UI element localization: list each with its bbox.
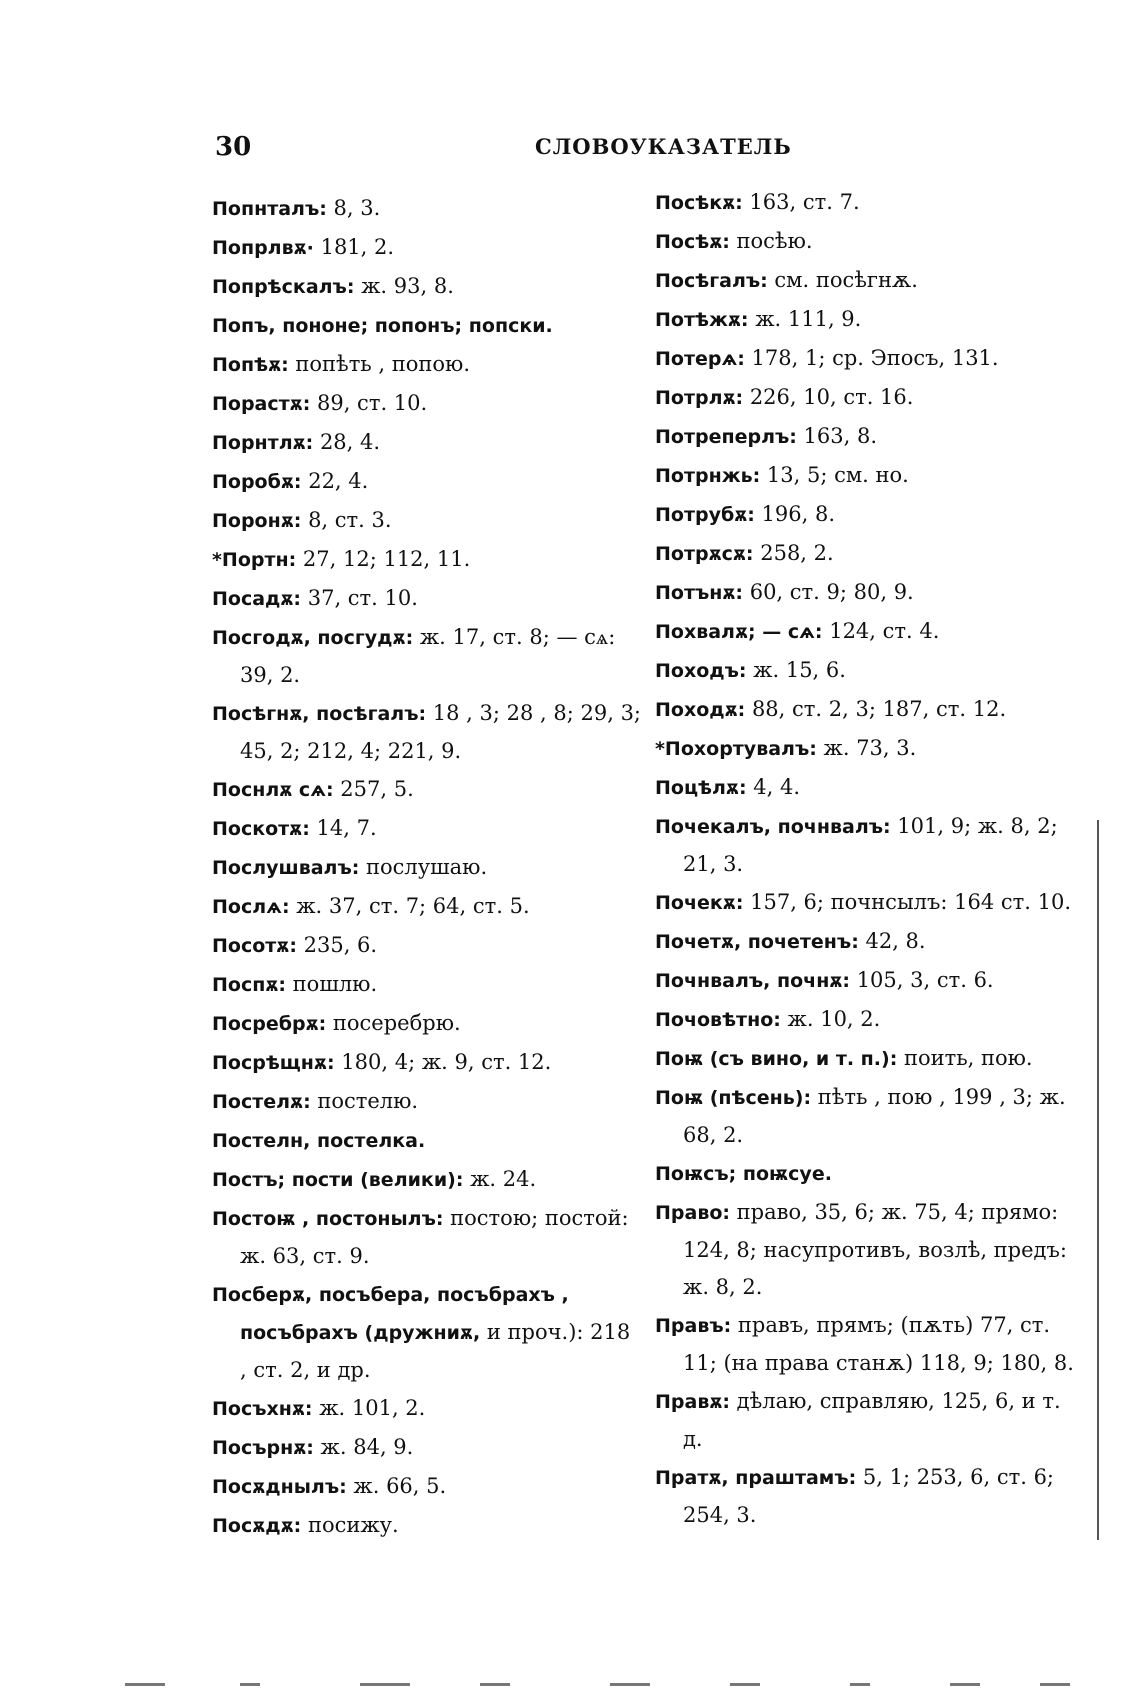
index-entry	[212, 927, 642, 965]
index-entry	[212, 1390, 642, 1428]
entry-headword: Посъхнѫ:	[212, 1398, 313, 1420]
entry-headword: Посотѫ:	[212, 935, 297, 957]
entry-references: постою; постой: ж. 63, ст. 9.	[240, 1206, 629, 1268]
entry-headword: Посѣгалъ:	[655, 270, 768, 292]
index-entry	[655, 418, 1085, 456]
entry-headword: Почовѣтно:	[655, 1009, 781, 1031]
entry-headword: Посѣѫ:	[655, 231, 730, 253]
page-number: 30	[215, 132, 252, 162]
entry-headword: Посадѫ:	[212, 588, 302, 610]
index-entry	[212, 502, 642, 540]
entry-headword: Походъ:	[655, 660, 747, 682]
entry-headword: Попнталъ:	[212, 198, 327, 220]
entry-references: 163, ст. 7.	[742, 190, 860, 214]
entry-references: ж. 15, 6.	[746, 658, 846, 682]
scan-artifact	[1040, 1683, 1070, 1686]
entry-references: 124, ст. 4.	[822, 619, 940, 643]
entry-references: 28, 4.	[313, 430, 381, 454]
entry-headword: Посѫднылъ:	[212, 1476, 347, 1498]
index-entry	[655, 808, 1085, 883]
entry-references: 27, 12; 112, 11.	[296, 547, 471, 571]
entry-references: 181, 2.	[313, 235, 395, 259]
entry-headword: Потрнжь:	[655, 465, 761, 487]
entry-headword: Походѫ:	[655, 699, 746, 721]
index-entry	[655, 535, 1085, 573]
entry-references: ж. 10, 2.	[780, 1007, 881, 1031]
entry-references: постелю.	[310, 1089, 419, 1113]
index-entry	[655, 1079, 1085, 1154]
index-entry	[212, 346, 642, 384]
entry-references: 37, ст. 10.	[301, 586, 418, 610]
entry-references: ж. 101, 2.	[312, 1396, 426, 1420]
index-entry	[212, 1468, 642, 1506]
index-entry	[212, 1044, 642, 1082]
index-entry	[655, 457, 1085, 495]
entry-headword: Постелѫ:	[212, 1091, 311, 1113]
index-entry	[212, 849, 642, 887]
entry-references: ж. 93, 8.	[354, 274, 454, 298]
index-entry	[655, 652, 1085, 690]
entry-headword: Потрлѫ:	[655, 387, 744, 409]
entry-headword: Попрлвѫ·	[212, 237, 314, 259]
entry-headword: Похвалѫ; — сѧ:	[655, 621, 823, 643]
entry-headword: *Похортувалъ:	[655, 738, 817, 760]
entry-headword: Поробѫ:	[212, 471, 302, 493]
entry-references: ж. 73, 3.	[816, 736, 917, 760]
entry-references: 226, 10, ст. 16.	[743, 385, 914, 409]
entry-references: 157, 6; почнсылъ: 164 ст. 10.	[743, 890, 1071, 914]
entry-references: пошлю.	[286, 972, 378, 996]
entry-headword: Попрѣскалъ:	[212, 276, 355, 298]
entry-references: 101, 9; ж. 8, 2; 21, 3.	[683, 814, 1058, 876]
index-entry	[655, 496, 1085, 534]
entry-references: 8, 3.	[326, 196, 381, 220]
entry-references: см. посѣгнѫ.	[767, 268, 918, 292]
index-entry	[212, 695, 642, 770]
entry-references: 88, ст. 2, 3; 187, ст. 12.	[745, 697, 1007, 721]
index-entry	[655, 301, 1085, 339]
entry-headword: Послѧ:	[212, 896, 290, 918]
index-entry	[212, 1200, 642, 1275]
index-entry	[655, 262, 1085, 300]
index-entry	[655, 340, 1085, 378]
entry-headword: Потреперлъ:	[655, 426, 797, 448]
index-entry	[655, 769, 1085, 807]
index-entry	[655, 1040, 1085, 1078]
entry-headword: Посгодѫ, посгудѫ:	[212, 627, 414, 649]
index-entry	[212, 1005, 642, 1043]
entry-headword: Поскотѫ:	[212, 818, 310, 840]
entry-references: пѣть , пою , 199 , 3; ж. 68, 2.	[683, 1085, 1066, 1147]
index-entry	[655, 1194, 1085, 1306]
entry-headword: Поронѫ:	[212, 510, 302, 532]
entry-references: 8, ст. 3.	[301, 508, 392, 532]
index-entry	[655, 1001, 1085, 1039]
entry-references: послушаю.	[359, 855, 488, 879]
entry-headword: Поѭ (пѣсень):	[655, 1087, 812, 1109]
entry-headword: Попѣѫ:	[212, 354, 289, 376]
entry-references: 42, 8.	[858, 929, 926, 953]
index-entry	[655, 1383, 1085, 1458]
entry-references: ж. 111, 9.	[748, 307, 862, 331]
entry-headword: Поспѫ:	[212, 974, 286, 996]
entry-headword: Посѣкѫ:	[655, 192, 743, 214]
entry-headword: Поснлѫ сѧ:	[212, 779, 334, 801]
entry-references: 89, ст. 10.	[310, 391, 428, 415]
entry-headword: Послушвалъ:	[212, 857, 360, 879]
entry-headword: Поѭ (съ вино, и т. п.):	[655, 1048, 898, 1070]
entry-headword: *Портн:	[212, 549, 297, 571]
index-entry	[655, 379, 1085, 417]
entry-headword: Посребрѫ:	[212, 1013, 327, 1035]
entry-references: поить, пою.	[897, 1046, 1033, 1070]
index-entry	[212, 1122, 642, 1160]
index-entry	[212, 307, 642, 345]
index-entry	[212, 541, 642, 579]
index-entry	[655, 613, 1085, 651]
entry-references: 235, 6.	[296, 933, 378, 957]
scan-artifact	[125, 1683, 165, 1686]
entry-references: право, 35, 6; ж. 75, 4; прямо: 124, 8; насупротивъ, возлѣ, предъ: ж. 8, 2.	[683, 1200, 1067, 1299]
index-entry	[212, 385, 642, 423]
entry-references: 163, 8.	[796, 424, 878, 448]
entry-headword: Потерѧ:	[655, 348, 745, 370]
entry-references: дѣлаю, справляю, 125, 6, и т. д.	[683, 1389, 1061, 1451]
running-head: СЛОВОУКАЗАТЕЛЬ	[535, 134, 792, 159]
entry-references: ж. 17, ст. 8; — сѧ: 39, 2.	[240, 625, 616, 687]
index-entry	[655, 574, 1085, 612]
index-entry	[212, 771, 642, 809]
margin-rule	[1097, 820, 1099, 1540]
entry-headword: Посберѫ, посъбера, посъбрахъ , посъбрахъ (дружниѫ,	[212, 1284, 569, 1344]
index-entry	[655, 730, 1085, 768]
scan-artifact	[610, 1683, 650, 1686]
entry-headword: Порастѫ:	[212, 393, 311, 415]
index-entry	[655, 962, 1085, 1000]
entry-references: 5, 1; 253, 6, ст. 6; 254, 3.	[683, 1465, 1055, 1527]
entry-headword: Почекалъ, почнвалъ:	[655, 816, 891, 838]
index-entry	[212, 1507, 642, 1545]
entry-headword: Потрубѫ:	[655, 504, 755, 526]
index-entry	[212, 1276, 642, 1389]
entry-headword: Потѣжѫ:	[655, 309, 749, 331]
entry-references: 4, 4.	[746, 775, 801, 799]
index-entry	[212, 966, 642, 1004]
index-entry	[212, 229, 642, 267]
entry-headword: Потънѫ:	[655, 582, 744, 604]
index-entry	[655, 1155, 1085, 1193]
entry-references: и проч.): 218 , ст. 2, и др.	[240, 1320, 631, 1382]
entry-references: 18 , 3; 28 , 8; 29, 3; 45, 2; 212, 4; 221, 9.	[240, 701, 642, 763]
scan-artifact	[360, 1683, 410, 1686]
index-entry	[212, 1429, 642, 1467]
entry-headword: Правъ:	[655, 1315, 732, 1337]
entry-headword: Право:	[655, 1202, 730, 1224]
entry-headword: Потрѫсѫ:	[655, 543, 754, 565]
entry-references: ж. 37, ст. 7; 64, ст. 5.	[289, 894, 530, 918]
entry-headword: Посѣгнѫ, посѣгалъ:	[212, 703, 427, 725]
entry-headword: Поцѣлѫ:	[655, 777, 747, 799]
entry-headword: Постоѭ , постонылъ:	[212, 1208, 444, 1230]
entry-references: 13, 5; см. но.	[760, 463, 909, 487]
scan-artifact	[480, 1683, 510, 1686]
entry-references: посѣю.	[729, 229, 813, 253]
index-entry	[655, 184, 1085, 222]
index-entry	[655, 223, 1085, 261]
entry-headword: Постъ; пости (велики):	[212, 1169, 464, 1191]
entry-references: 180, 4; ж. 9, ст. 12.	[334, 1050, 552, 1074]
entry-references: 257, 5.	[333, 777, 414, 801]
entry-references: 22, 4.	[301, 469, 369, 493]
left-column	[212, 190, 642, 1546]
entry-references: правъ, прямъ; (пѫть) 77, ст. 11; (на права станѫ) 118, 9; 180, 8.	[683, 1313, 1074, 1375]
index-entry	[212, 888, 642, 926]
entry-headword: Почекѫ:	[655, 892, 744, 914]
entry-references: 178, 1; ср. Эпосъ, 131.	[744, 346, 999, 370]
entry-headword: Посѫдѫ:	[212, 1515, 302, 1537]
entry-references: 196, 8.	[754, 502, 836, 526]
entry-references: 60, ст. 9; 80, 9.	[743, 580, 914, 604]
right-column	[655, 184, 1085, 1535]
index-entry	[212, 424, 642, 462]
index-entry	[212, 1161, 642, 1199]
index-entry	[655, 923, 1085, 961]
entry-references: 258, 2.	[753, 541, 834, 565]
scan-artifact	[240, 1683, 260, 1686]
scan-artifact	[950, 1683, 980, 1686]
entry-references: посижу.	[301, 1513, 399, 1537]
entry-references: 14, 7.	[309, 816, 377, 840]
entry-headword: Посърнѫ:	[212, 1437, 314, 1459]
index-entry	[212, 268, 642, 306]
index-entry	[212, 580, 642, 618]
entry-headword: Пратѫ, праштамъ:	[655, 1467, 857, 1489]
index-entry	[212, 463, 642, 501]
index-entry	[655, 884, 1085, 922]
entry-headword: Попъ, пононе; попонъ; попски.	[212, 315, 553, 337]
scan-artifact	[730, 1683, 760, 1686]
entry-headword: Правѫ:	[655, 1391, 730, 1413]
scan-artifact	[850, 1683, 870, 1686]
index-entry	[212, 810, 642, 848]
entry-headword: Поѭсъ; поѭсуе.	[655, 1163, 832, 1185]
index-entry	[655, 1307, 1085, 1382]
index-entry	[212, 619, 642, 694]
entry-headword: Порнтлѫ:	[212, 432, 314, 454]
entry-references: ж. 84, 9.	[313, 1435, 414, 1459]
entry-references: попѣть , попою.	[288, 352, 471, 376]
entry-references: 105, 3, ст. 6.	[850, 968, 994, 992]
index-entry	[212, 1083, 642, 1121]
entry-headword: Постелн, постелка.	[212, 1130, 426, 1152]
entry-headword: Посрѣщнѫ:	[212, 1052, 335, 1074]
entry-headword: Почетѫ, почетенъ:	[655, 931, 859, 953]
entry-headword: Почнвалъ, почнѫ:	[655, 970, 851, 992]
entry-references: посеребрю.	[326, 1011, 461, 1035]
index-entry	[655, 691, 1085, 729]
index-entry	[212, 190, 642, 228]
entry-references: ж. 24.	[463, 1167, 537, 1191]
entry-references: ж. 66, 5.	[346, 1474, 447, 1498]
index-entry	[655, 1459, 1085, 1534]
